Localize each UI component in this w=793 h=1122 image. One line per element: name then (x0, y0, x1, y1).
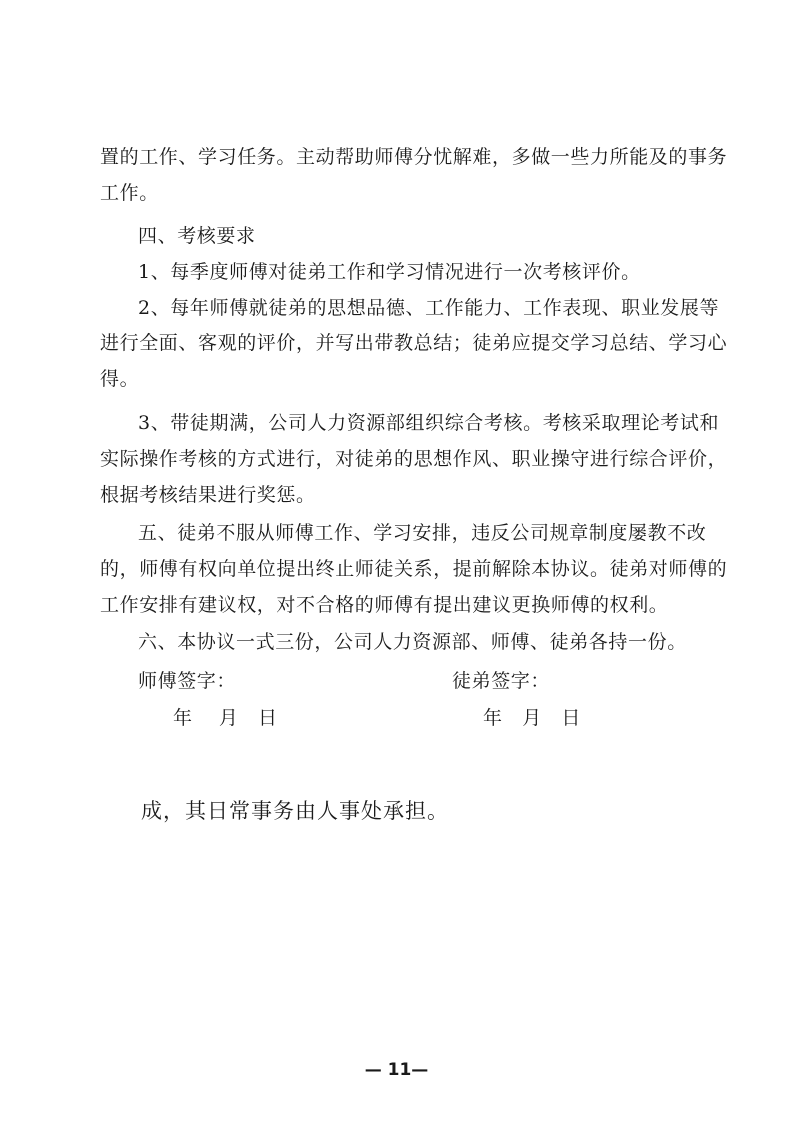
section-heading-assessment: 四、考核要求 (138, 225, 256, 247)
body-line-12: 的，师傅有权向单位提出终止师徒关系，提前解除本协议。徒弟对师傅的 (100, 558, 728, 580)
master-signature-label: 师傅签字： (138, 670, 237, 692)
body-line-14: 六、本协议一式三份，公司人力资源部、师傅、徒弟各持一份。 (138, 631, 687, 653)
tail-text: 成，其日常事务由人事处承担。 (141, 799, 449, 823)
body-line-1: 置的工作、学习任务。主动帮助师傅分忧解难，多做一些力所能及的事务 (100, 146, 728, 168)
body-line-9: 实际操作考核的方式进行，对徒弟的思想作风、职业操守进行综合评价， (100, 448, 728, 470)
body-line-6: 进行全面、客观的评价，并写出带教总结；徒弟应提交学习总结、学习心 (100, 332, 728, 354)
body-line-5: 2、每年师傅就徒弟的思想品德、工作能力、工作表现、职业发展等 (138, 297, 720, 319)
apprentice-signature-date: 年 月 日 (483, 707, 582, 729)
body-line-2: 工作。 (100, 182, 159, 204)
body-line-10: 根据考核结果进行奖惩。 (100, 484, 316, 506)
page-number: — 11— (364, 1060, 429, 1080)
apprentice-signature-label: 徒弟签字： (452, 670, 551, 692)
body-line-7: 得。 (100, 368, 140, 390)
body-line-4: 1、每季度师傅对徒弟工作和学习情况进行一次考核评价。 (138, 261, 641, 283)
master-signature-date: 年 月 日 (173, 707, 278, 729)
body-line-11: 五、徒弟不服从师傅工作、学习安排，违反公司规章制度屡教不改 (138, 522, 707, 544)
body-line-13: 工作安排有建议权，对不合格的师傅有提出建议更换师傅的权利。 (100, 594, 669, 616)
body-line-8: 3、带徒期满，公司人力资源部组织综合考核。考核采取理论考试和 (138, 412, 720, 434)
